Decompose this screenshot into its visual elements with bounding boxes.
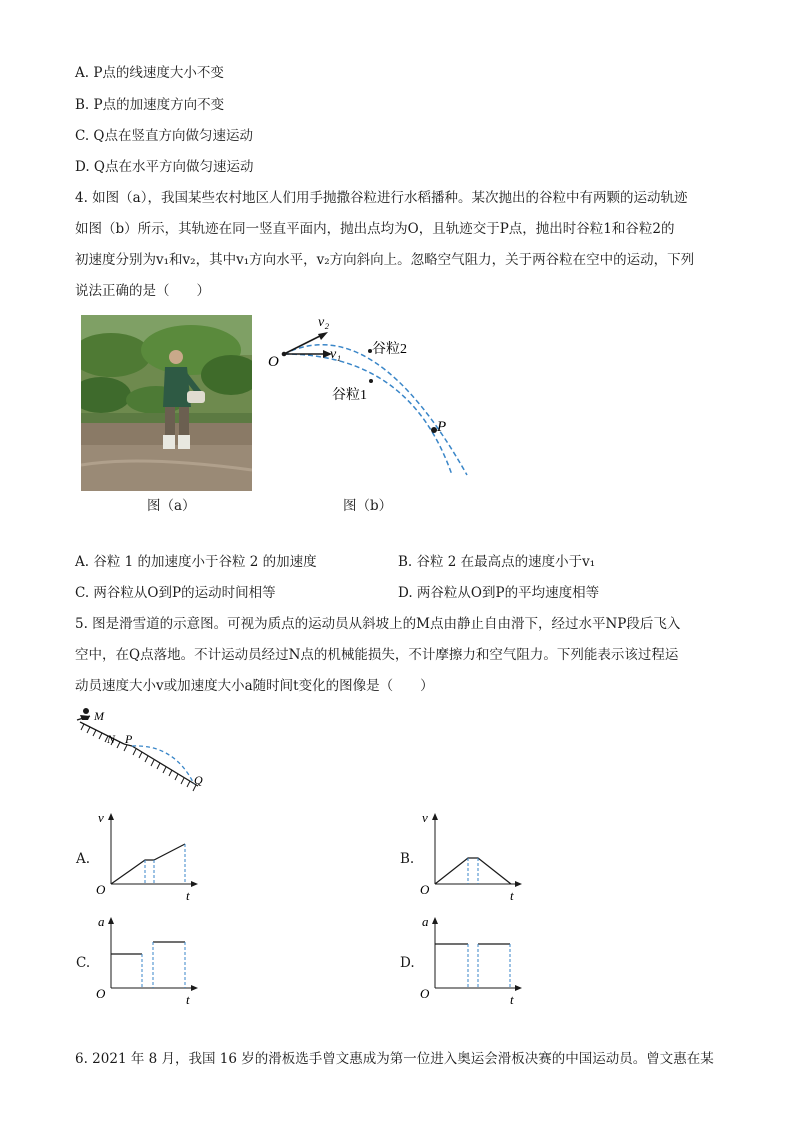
graph-a-y-label: v <box>98 810 104 825</box>
graph-d-y-label: a <box>422 914 429 929</box>
label-v2: v₂ <box>318 315 330 330</box>
q3-option-b: B. P点的加速度方向不变 <box>75 97 225 113</box>
graph-d-x-label: t <box>510 992 514 1006</box>
graph-d <box>414 914 524 1006</box>
q3-option-a: A. P点的线速度大小不变 <box>75 65 224 81</box>
label-o: O <box>268 354 279 370</box>
label-m: M <box>94 709 104 723</box>
q4-stem-line-2: 如图（b）所示，其轨迹在同一竖直平面内，抛出点均为O，且轨迹交于P点，抛出时谷粒1和谷粒2的 <box>75 221 675 237</box>
skier-icon <box>77 708 90 720</box>
q3-option-c: C. Q点在竖直方向做匀速运动 <box>75 128 253 144</box>
graph-d-label: D. <box>400 955 415 971</box>
graph-c-y-label: a <box>98 914 105 929</box>
graph-b-y-label: v <box>422 810 428 825</box>
q6-stem-line-1: 6. 2021 年 8 月，我国 16 岁的滑板选手曾文惠成为第一位进入奥运会滑板决赛的中国运动员。曾文惠在某 <box>75 1051 714 1067</box>
label-n: N <box>107 732 116 746</box>
graph-a-label: A. <box>76 851 91 867</box>
label-q: Q <box>194 773 203 787</box>
q4-stem-line-1: 4. 如图（a），我国某些农村地区人们用手抛撒谷粒进行水稻播种。某次抛出的谷粒中有两颗的运动轨迹 <box>75 190 688 206</box>
graph-c-x-label: t <box>186 992 190 1006</box>
q4-stem-line-4: 说法正确的是（ ） <box>75 283 210 299</box>
q3-option-d: D. Q点在水平方向做匀速运动 <box>75 159 254 175</box>
q5-stem-line-3: 动员速度大小v或加速度大小a随时间t变化的图像是（ ） <box>75 678 434 694</box>
label-v1: v₁ <box>330 347 342 362</box>
graph-b-label: B. <box>400 851 415 867</box>
grain1-trajectory <box>284 354 452 475</box>
q4-option-a: A. 谷粒 1 的加速度小于谷粒 2 的加速度 <box>75 554 317 570</box>
farmer-photo <box>81 315 252 491</box>
q4-stem-line-3: 初速度分别为v₁和v₂，其中v₁方向水平，v₂方向斜向上。忽略空气阻力，关于两谷粒在空中的运动，下列 <box>75 252 695 268</box>
graph-a-origin: O <box>96 882 106 897</box>
trajectory-diagram <box>262 310 477 485</box>
label-p: P <box>437 419 447 435</box>
label-grain1: 谷粒1 <box>332 388 367 403</box>
q5-stem-line-1: 5. 图是滑雪道的示意图。可视为质点的运动员从斜坡上的M点由静止自由滑下，经过水平NP段后飞入 <box>75 616 681 632</box>
fig-a-caption: 图（a） <box>147 498 196 514</box>
graph-c-origin: O <box>96 986 106 1001</box>
label-p-slope: P <box>125 732 133 746</box>
graph-a <box>90 810 200 902</box>
fig-b-caption: 图（b） <box>343 498 393 514</box>
q5-stem-line-2: 空中，在Q点落地。不计运动员经过N点的机械能损失，不计摩擦力和空气阻力。下列能表示该过程运 <box>75 647 679 663</box>
label-grain2: 谷粒2 <box>372 342 407 357</box>
q4-option-d: D. 两谷粒从O到P的平均速度相等 <box>398 585 600 601</box>
graph-b-x-label: t <box>510 888 514 902</box>
q4-option-b: B. 谷粒 2 在最高点的速度小于v₁ <box>398 554 596 570</box>
q4-option-c: C. 两谷粒从O到P的运动时间相等 <box>75 585 276 601</box>
graph-d-origin: O <box>420 986 430 1001</box>
graph-a-x-label: t <box>186 888 190 902</box>
graph-b-origin: O <box>420 882 430 897</box>
graph-c <box>90 914 200 1006</box>
grain2-trajectory <box>284 345 467 475</box>
graph-b <box>414 810 524 902</box>
graph-c-label: C. <box>76 955 91 971</box>
ski-slope-diagram <box>74 706 214 792</box>
